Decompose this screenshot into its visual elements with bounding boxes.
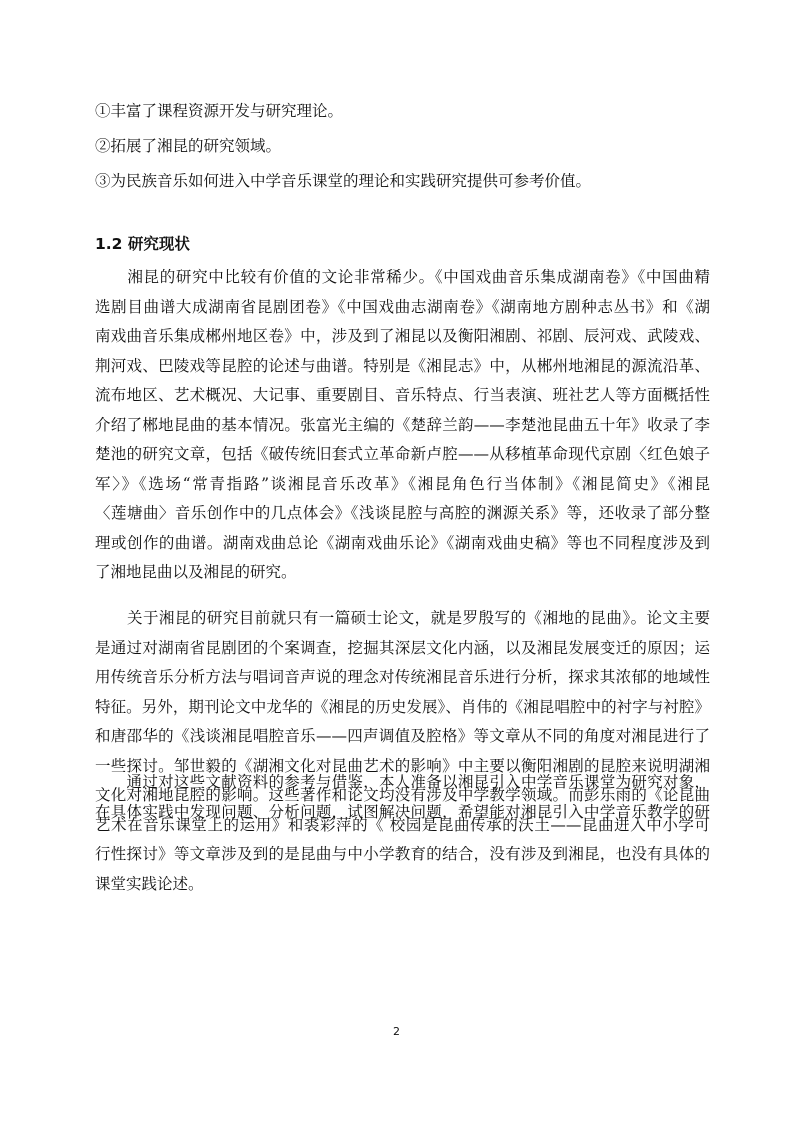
paragraph-3-line: 在具体实践中发现问题、分析问题，试图解决问题，希望能对湘昆引入中学音乐教学的研 — [95, 802, 710, 821]
paragraph-2-line: 艺术在音乐课堂上的运用》和裘彩萍的《 校园是昆曲传承的沃土——昆曲进入中小学可 — [95, 815, 710, 834]
paragraph-2-line: 一些探讨。邹世毅的《湖湘文化对昆曲艺术的影响》中主要以衡阳湘剧的昆腔来说明湖湘 — [95, 756, 710, 775]
paragraph-1-line: 了湘地昆曲以及湘昆的研究。 — [95, 563, 297, 581]
page-number: 2 — [393, 1025, 400, 1038]
paragraph-3-line: 通过对这些文献资料的参考与借鉴，本人准备以湘昆引入中学音乐课堂为研究对象， — [95, 773, 710, 791]
section-heading: 1.2 研究现状 — [95, 235, 190, 253]
paragraph-2-line: 是通过对湖南省昆剧团的个案调查，挖掘其深层文化内涵，以及湘昆发展变迁的原因；运 — [95, 638, 710, 657]
paragraph-2-line: 和唐邵华的《浅谈湘昆唱腔音乐——四声调值及腔格》等文章从不同的角度对湘昆进行了 — [95, 727, 710, 745]
paragraph-2-line: 特征。另外，期刊论文中龙华的《湘昆的历史发展》、肖伟的《湘昆唱腔中的衬字与衬腔》 — [95, 697, 710, 716]
paragraph-1-line: 选剧目曲谱大成湖南省昆剧团卷》《中国戏曲志湖南卷》《湖南地方剧种志丛书》和《湖 — [95, 297, 710, 316]
paragraph-2-line: 文化对湘地昆腔的影响。这些著作和论文均没有涉及中学教学领域。而彭乐雨的《论昆曲 — [95, 786, 710, 804]
list-item-1: ①丰富了课程资源开发与研究理论。 — [95, 102, 344, 120]
paragraph-2-line: 关于湘昆的研究目前就只有一篇硕士论文，就是罗殷写的《湘地的昆曲》。论文主要 — [95, 609, 710, 627]
paragraph-2-line: 课堂实践论述。 — [95, 874, 204, 893]
list-item-2: ②拓展了湘昆的研究领域。 — [95, 137, 282, 155]
paragraph-1-line: 〈莲塘曲〉音乐创作中的几点体会》《浅谈昆腔与高腔的渊源关系》等，还收录了部分整 — [95, 504, 710, 522]
paragraph-1-line: 理或创作的曲谱。湖南戏曲总论《湖南戏曲乐论》《湖南戏曲史稿》等也不同程度涉及到 — [95, 533, 710, 552]
paragraph-1-line: 湘昆的研究中比较有价值的文论非常稀少。《中国戏曲音乐集成湖南卷》《中国曲精 — [95, 268, 710, 286]
list-item-3: ③为民族音乐如何进入中学音乐课堂的理论和实践研究提供可参考价值。 — [95, 172, 592, 190]
paragraph-1-line: 介绍了郴地昆曲的基本情况。张富光主编的《楚辞兰韵——李楚池昆曲五十年》收录了李 — [95, 415, 710, 434]
paragraph-1-line: 流布地区、艺术概况、大记事、重要剧目、音乐特点、行当表演、班社艺人等方面概括性 — [95, 386, 710, 404]
paragraph-1-line: 南戏曲音乐集成郴州地区卷》中，涉及到了湘昆以及衡阳湘剧、祁剧、辰河戏、武陵戏、 — [95, 327, 710, 345]
paragraph-1-line: 军〉》《选场“常青指路”谈湘昆音乐改革》《湘昆角色行当体制》《湘昆简史》《湘昆 — [95, 474, 710, 493]
paragraph-1-line: 荆河戏、巴陵戏等昆腔的论述与曲谱。特别是《湘昆志》中，从郴州地湘昆的源流沿革、 — [95, 356, 710, 375]
paragraph-2-line: 用传统音乐分析方法与唱词音声说的理念对传统湘昆音乐进行分析，探求其浓郁的地域性 — [95, 668, 710, 686]
paragraph-2-line: 行性探讨》等文章涉及到的是昆曲与中小学教育的结合，没有涉及到湘昆，也没有具体的 — [95, 845, 710, 863]
paragraph-1-line: 楚池的研究文章，包括《破传统旧套式立革命新卢腔——从移植革命现代京剧〈红色娘子 — [95, 445, 710, 463]
